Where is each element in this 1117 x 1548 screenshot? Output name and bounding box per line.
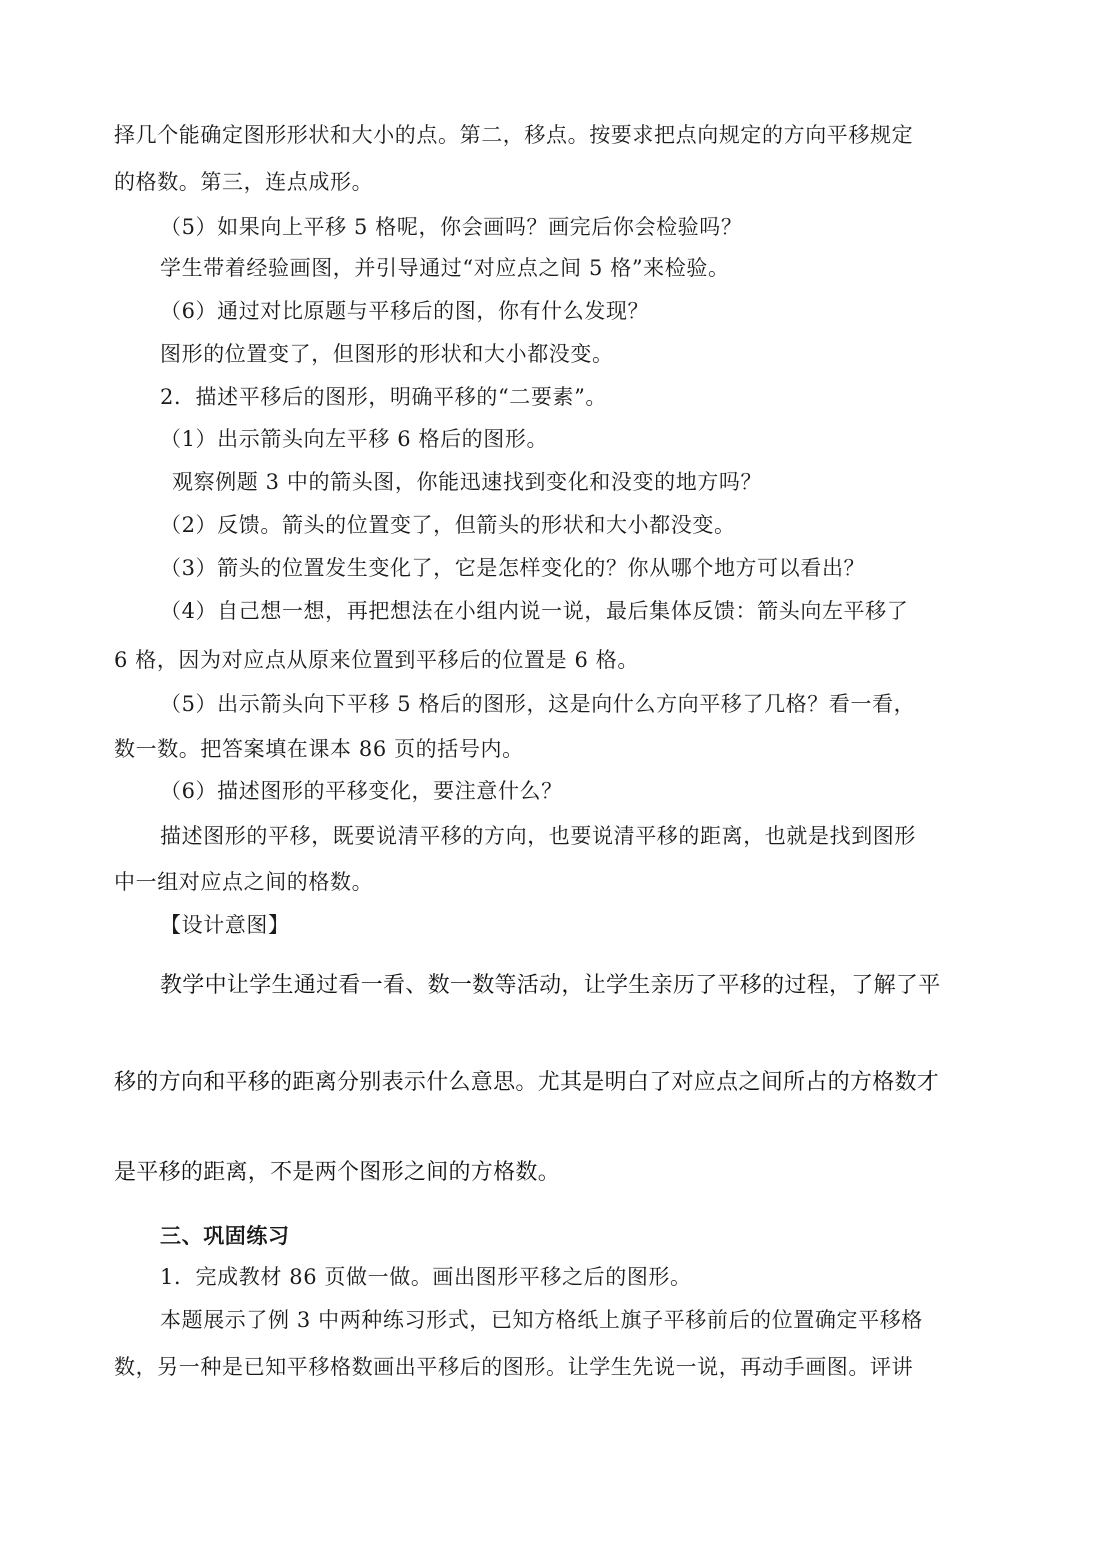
design-intent-line: 移的方向和平移的距离分别表示什么意思。尤其是明白了对应点之间所占的方格数才 <box>114 1070 940 1095</box>
paragraph-line: 择几个能确定图形形状和大小的点。第二，移点。按要求把点向规定的方向平移规定 <box>114 123 914 147</box>
paragraph-line: 数一数。把答案填在课本 86 页的括号内。 <box>114 737 524 761</box>
paragraph-line: 中一组对应点之间的格数。 <box>114 870 374 894</box>
paragraph-line: 观察例题 3 中的箭头图，你能迅速找到变化和没变的地方吗？ <box>172 470 763 494</box>
paragraph-line: 数，另一种是已知平移格数画出平移后的图形。让学生先说一说，再动手画图。评讲 <box>114 1355 914 1379</box>
paragraph-line: 本题展示了例 3 中两种练习形式，已知方格纸上旗子平移前后的位置确定平移格 <box>160 1308 923 1332</box>
paragraph-line: 学生带着经验画图，并引导通过“对应点之间 5 格”来检验。 <box>160 256 730 280</box>
paragraph-line: （6）通过对比原题与平移后的图，你有什么发现？ <box>160 299 650 323</box>
section-heading: 2．描述平移后的图形，明确平移的“二要素”。 <box>160 385 608 409</box>
paragraph-line: 1．完成教材 86 页做一做。画出图形平移之后的图形。 <box>160 1265 692 1289</box>
paragraph-line: 图形的位置变了，但图形的形状和大小都没变。 <box>160 342 614 366</box>
paragraph-line: （1）出示箭头向左平移 6 格后的图形。 <box>160 427 549 451</box>
paragraph-line: 描述图形的平移，既要说清平移的方向，也要说清平移的距离，也就是找到图形 <box>160 824 916 848</box>
paragraph-line: 6 格，因为对应点从原来位置到平移后的位置是 6 格。 <box>114 648 639 672</box>
design-intent-line: 是平移的距离，不是两个图形之间的方格数。 <box>114 1160 561 1185</box>
paragraph-line: （5）出示箭头向下平移 5 格后的图形，这是向什么方向平移了几格？看一看， <box>160 692 916 716</box>
paragraph-line: （2）反馈。箭头的位置变了，但箭头的形状和大小都没变。 <box>160 513 736 537</box>
paragraph-line: （6）描述图形的平移变化，要注意什么？ <box>160 779 563 803</box>
design-intent-line: 教学中让学生通过看一看、数一数等活动，让学生亲历了平移的过程，了解了平 <box>160 973 941 998</box>
design-intent-heading: 【设计意图】 <box>160 913 290 937</box>
paragraph-line: （4）自己想一想，再把想法在小组内说一说，最后集体反馈：箭头向左平移了 <box>160 599 909 623</box>
paragraph-line: （3）箭头的位置发生变化了，它是怎样变化的？你从哪个地方可以看出？ <box>160 556 866 580</box>
section-heading: 三、巩固练习 <box>160 1223 290 1248</box>
paragraph-line: （5）如果向上平移 5 格呢，你会画吗？画完后你会检验吗？ <box>160 215 743 239</box>
paragraph-line: 的格数。第三，连点成形。 <box>114 170 374 194</box>
